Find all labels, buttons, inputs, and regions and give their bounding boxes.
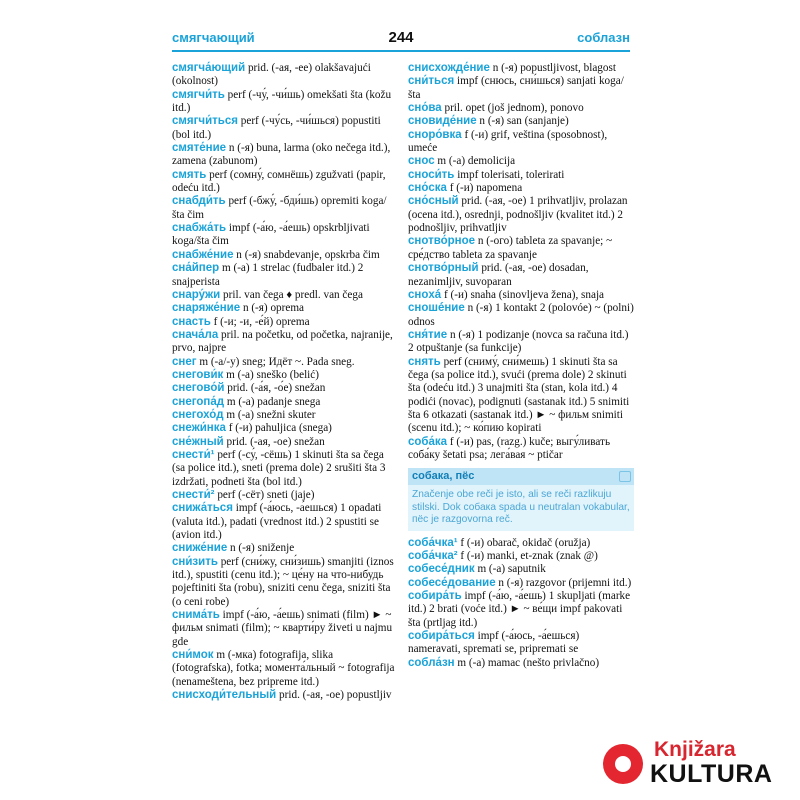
entry-headword: собесе́дник xyxy=(408,563,475,576)
entry-headword: снижа́ться xyxy=(172,502,233,515)
entry-definition: n (-я) razgovor (prijemni itd.) xyxy=(495,576,632,589)
dictionary-entry xyxy=(172,316,396,329)
entry-definition: n (-я) buna, larma (oko nečega itd.), zamena (zabunom) xyxy=(172,142,391,168)
entry-headword: снисхожде́ние xyxy=(408,62,490,74)
entry-headword: собесе́дование xyxy=(408,576,496,589)
entry-headword: снотво́рный xyxy=(408,262,479,275)
dictionary-entry xyxy=(408,169,634,182)
entry-definition: perf (-су́, -сёшь) 1 skinuti šta sa čega (sa police itd.), sneti (prema dole) 2 srušiti šta 3 izdržati, podneti šta (bol itd.) xyxy=(172,448,386,488)
entry-definition: m (-а) sneško (belić) xyxy=(223,368,319,381)
seal-icon xyxy=(603,744,643,784)
dictionary-entry xyxy=(172,329,396,356)
entry-definition: f (-и) napomena xyxy=(446,182,523,195)
entry-headword: сни́мок xyxy=(172,649,214,662)
entry-definition: n (-я) san (sanjanje) xyxy=(476,115,569,128)
entry-headword: соба́чка² xyxy=(408,550,458,563)
entry-definition: n (-я) snabdevanje, opskrba čim xyxy=(233,248,380,261)
entry-headword: снести́¹ xyxy=(172,448,215,461)
entry-definition: perf (сни́жу, сни́зишь) smanjiti (iznos itd.), spustiti (cenu itd.); ~ це́ну на что-нибудь pojeftiniti šta (robu), sniziti cenu čega, sniziti šta (o ceni robe) xyxy=(172,555,394,608)
entry-definition: n (-я) 1 kontakt 2 (polovóe) ~ (polni) odnos xyxy=(408,302,634,328)
entry-definition: m (-а) mamac (nešto privlačno) xyxy=(454,656,600,669)
dictionary-entry xyxy=(408,115,634,128)
dictionary-entry xyxy=(408,537,634,550)
right-column xyxy=(408,62,634,670)
entry-definition: impf (-а́ю, -а́ешь) snimati (film) ► ~ фильм snimati (film); ~ кварти́ру živeti u najmu gde xyxy=(172,609,393,648)
entry-definition: m (-а) saputnik xyxy=(474,563,546,576)
entry-definition: pril. na početku, od početka, najranije, prvo, najpre xyxy=(172,328,393,355)
dictionary-entry xyxy=(172,649,396,689)
entry-headword: смяте́ние xyxy=(172,142,227,155)
entry-headword: собира́ть xyxy=(408,590,462,603)
dictionary-entry xyxy=(172,449,396,489)
entry-definition: n (-ого) tableta za spavanje; ~ сре́дство tableta za spavanje xyxy=(408,235,613,261)
dictionary-entry xyxy=(172,542,396,555)
dictionary-entry xyxy=(408,630,634,657)
entry-headword: снос xyxy=(408,155,435,168)
entry-headword: снаряже́ние xyxy=(172,302,241,315)
entry-definition: perf (-чу́, -чи́шь) omekšati šta (kožu itd.) xyxy=(172,88,392,115)
entry-headword: снегохо́д xyxy=(172,408,224,421)
dictionary-entry xyxy=(172,609,396,649)
store-logo xyxy=(600,736,796,792)
dictionary-entry xyxy=(408,436,634,463)
entry-definition: m (-а/-у) sneg; Идёт ~. Pada sneg. xyxy=(196,355,355,368)
entry-headword: снасть xyxy=(172,315,211,328)
entry-definition: perf (сниму́, сни́мешь) 1 skinuti šta sa čega (sa police itd.), svući (prema dole) 2 skinuti šta (odeću itd.) 3 unajmiti šta (stan, kola itd.) 4 podići (novac), podignuti (sastanak itd.) 5 snimiti šta 6 otkazati (sastanak itd.) ► ~ фильм snimiti (scenu itd.); ~ ко́пию kopirati xyxy=(408,355,630,435)
entry-definition: f (-и) pas, (razg.) kuče; выгу́ливать соба́ку šetati psa; лега́вая ~ ptičar xyxy=(408,435,611,461)
entry-definition: perf (сомну́, сомнёшь) zgužvati (papir, odeću itd.) xyxy=(172,168,386,195)
entry-definition: m (-а) snežni skuter xyxy=(223,408,316,421)
entry-headword: снисходи́тельный xyxy=(172,689,277,702)
dictionary-entry xyxy=(172,89,396,116)
right-column-top xyxy=(408,62,634,462)
entry-headword: снабжа́ть xyxy=(172,222,227,235)
dictionary-entry xyxy=(408,329,634,356)
dictionary-entry xyxy=(172,302,396,315)
dictionary-entry xyxy=(172,409,396,422)
entry-headword: собла́зн xyxy=(408,656,455,669)
dictionary-entry xyxy=(408,62,634,75)
entry-headword: снегопа́д xyxy=(172,395,225,408)
entry-definition: f (-и) grif, veština (sposobnost), umeće xyxy=(408,128,608,155)
dictionary-entry xyxy=(172,169,396,196)
entry-headword: смять xyxy=(172,168,207,181)
entry-headword: смягчи́ться xyxy=(172,115,238,128)
entry-headword: снести́² xyxy=(172,489,215,501)
entry-headword: снача́ла xyxy=(172,328,219,341)
dictionary-entry xyxy=(408,102,634,115)
dictionary-entry xyxy=(172,396,396,409)
entry-headword: сно́сный xyxy=(408,195,459,208)
entry-definition: n (-я) oprema xyxy=(240,302,304,315)
dictionary-entry xyxy=(172,249,396,262)
dictionary-entry xyxy=(408,129,634,156)
entry-headword: сновиде́ние xyxy=(408,115,477,128)
entry-headword: снoшéние xyxy=(408,302,465,315)
page-header xyxy=(172,30,630,52)
entry-definition: m (-а) demolicija xyxy=(434,155,516,168)
entry-definition: n (-я) sniženje xyxy=(227,542,295,555)
dictionary-entry xyxy=(172,289,396,302)
entry-headword: снежи́нка xyxy=(172,422,226,435)
entry-definition: perf (-бжу́, -бди́шь) opremiti koga/šta čim xyxy=(172,195,387,221)
entry-headword: снотво́рное xyxy=(408,235,476,248)
right-column-bottom xyxy=(408,537,634,670)
entry-definition: m (-а) padanje snega xyxy=(224,395,321,408)
entry-headword: смягчи́ть xyxy=(172,88,225,101)
dictionary-entry xyxy=(408,590,634,630)
entry-definition: f (-и) pahuljica (snega) xyxy=(225,422,332,435)
entry-definition: f (-и) obarač, okidač (oružja) xyxy=(457,536,591,549)
entry-headword: снять xyxy=(408,355,441,368)
entry-definition: f (-и) snaha (sinovljeva žena), snaja xyxy=(441,288,605,301)
entry-definition: prid. (-а́я, -о́е) snežan xyxy=(224,382,326,395)
entry-definition: prid. (-ая, -ое) dosadan, nezanimljiv, suvoparan xyxy=(408,262,589,288)
dictionary-entry xyxy=(172,262,396,289)
entry-headword: сна́йпер xyxy=(172,262,220,275)
entry-headword: снима́ть xyxy=(172,609,220,622)
entry-definition: pril. van čega ♦ predl. van čega xyxy=(220,288,363,301)
header-left-headword: смягчающий xyxy=(172,30,255,45)
logo-name: Knjižara xyxy=(654,738,736,761)
entry-definition: m (-а) 1 strelac (fudbaler itd.) 2 snajperista xyxy=(172,262,364,288)
entry-headword: сно́ска xyxy=(408,182,447,195)
entry-headword: соба́ка xyxy=(408,435,448,448)
dictionary-entry xyxy=(408,356,634,436)
header-rule xyxy=(172,50,630,52)
entry-definition: impf (-а́ю, -а́ешь) opskrbljivati koga/šta čim xyxy=(172,222,370,248)
dictionary-entry xyxy=(172,422,396,435)
dictionary-entry xyxy=(172,689,396,702)
entry-definition: prid. (-ая, -ее) olakšavajući (okolnost) xyxy=(172,62,371,88)
entry-definition: perf (-сёт) sneti (jaje) xyxy=(214,489,315,501)
dictionary-entry xyxy=(408,577,634,590)
dictionary-entry xyxy=(172,502,396,542)
dictionary-entry xyxy=(408,563,634,576)
entry-headword: снег xyxy=(172,355,197,368)
dictionary-entry xyxy=(172,195,396,222)
entry-headword: сноси́ть xyxy=(408,168,455,181)
note-icon xyxy=(619,471,631,482)
entry-headword: сниже́ние xyxy=(172,542,228,555)
entry-headword: сни́зить xyxy=(172,555,218,568)
entry-definition: impf (-а́юсь, -а́ешься) nameravati, spremati se, pripremati se xyxy=(408,630,580,656)
entry-definition: impf tolerisati, tolerirati xyxy=(454,168,565,181)
entry-headword: сно́ва xyxy=(408,102,442,115)
dictionary-entry xyxy=(172,222,396,249)
dictionary-entry xyxy=(172,382,396,395)
dictionary-entry xyxy=(172,556,396,609)
entry-headword: снабди́ть xyxy=(172,195,226,208)
dictionary-entry xyxy=(408,195,634,235)
dictionary-entry xyxy=(408,75,634,102)
entry-headword: соба́чка¹ xyxy=(408,536,458,549)
left-column xyxy=(172,62,396,703)
entry-definition: f (-и) manki, et-znak (znak @) xyxy=(457,550,598,563)
entry-headword: снару́жи xyxy=(172,288,221,301)
entry-headword: сноро́вка xyxy=(408,128,462,141)
page-number: 244 xyxy=(388,29,414,46)
dictionary-entry xyxy=(408,235,634,262)
logo-brand: KULTURA xyxy=(650,760,773,788)
entry-definition: n (-я) 1 podizanje (novca sa računa itd.) 2 otpuštanje (sa funkcije) xyxy=(408,328,629,355)
entry-definition: impf (снюсь, сни́шься) sanjati koga/šta xyxy=(408,75,624,101)
dictionary-entry xyxy=(172,142,396,169)
entry-headword: сни́ться xyxy=(408,75,455,88)
entry-headword: снабже́ние xyxy=(172,248,234,261)
header-right-headword: соблазн xyxy=(577,30,630,45)
entry-definition: prid. (-ая, -ое) 1 prihvatljiv, prolazan (ocena itd.), osrednji, podnošljiv (kvalitet itd.) 2 podnošljiv, prihvatljiv xyxy=(408,195,628,235)
dictionary-entry xyxy=(172,62,396,89)
entry-definition: impf (-а́юсь, -а́ешься) 1 opadati (valuta itd.), padati (vrednost itd.) 2 spustiti se (avion itd.) xyxy=(172,502,382,542)
entry-definition: m (-мка) fotografija, slika (fotografska), fotka; момента́льный ~ fotografija (nenameštena, bez pripreme itd.) xyxy=(172,649,395,688)
entry-headword: сне́жный xyxy=(172,435,224,448)
dictionary-entry xyxy=(408,657,634,670)
dictionary-entry xyxy=(172,436,396,449)
entry-headword: сня́тие xyxy=(408,328,448,341)
dictionary-entry xyxy=(408,550,634,563)
entry-definition: f (-и; -и, -е́й) oprema xyxy=(210,315,310,328)
entry-definition: n (-я) popustljivost, blagost xyxy=(489,62,616,74)
entry-definition: prid. (-ая, -ое) popustljiv xyxy=(276,689,392,702)
entry-headword: снoxá xyxy=(408,288,442,301)
dictionary-entry xyxy=(408,182,634,195)
note-body: Značenje obe reči je isto, ali se reči razlikuju stilski. Dok собака spada u neutralan vokabular, пёс je razgovorna reč. xyxy=(412,488,630,526)
entry-headword: смягча́ющий xyxy=(172,62,246,74)
entry-definition: impf (-а́ю, -а́ешь) 1 skupljati (marke itd.) 2 brati (voće itd.) ► ~ ве́щи impf pakovati šta (prtljag itd.) xyxy=(408,590,631,629)
dictionary-entry xyxy=(172,356,396,369)
dictionary-entry xyxy=(408,155,634,168)
usage-note-box xyxy=(408,468,634,530)
dictionary-entry xyxy=(408,302,634,329)
dictionary-entry xyxy=(408,289,634,302)
entry-headword: собира́ться xyxy=(408,630,475,643)
dictionary-entry xyxy=(172,115,396,142)
entry-definition: perf (-чу́сь, -чи́шься) popustiti (bol itd.) xyxy=(172,115,381,141)
entry-headword: снегово́й xyxy=(172,382,225,395)
dictionary-entry xyxy=(172,369,396,382)
entry-definition: pril. opet (još jednom), ponovo xyxy=(441,102,584,115)
dictionary-entry xyxy=(172,489,396,502)
entry-headword: снегови́к xyxy=(172,368,224,381)
entry-definition: prid. (-ая, -ое) snežan xyxy=(223,435,325,448)
dictionary-entry xyxy=(408,262,634,289)
note-title: собака, пёс xyxy=(408,468,634,485)
